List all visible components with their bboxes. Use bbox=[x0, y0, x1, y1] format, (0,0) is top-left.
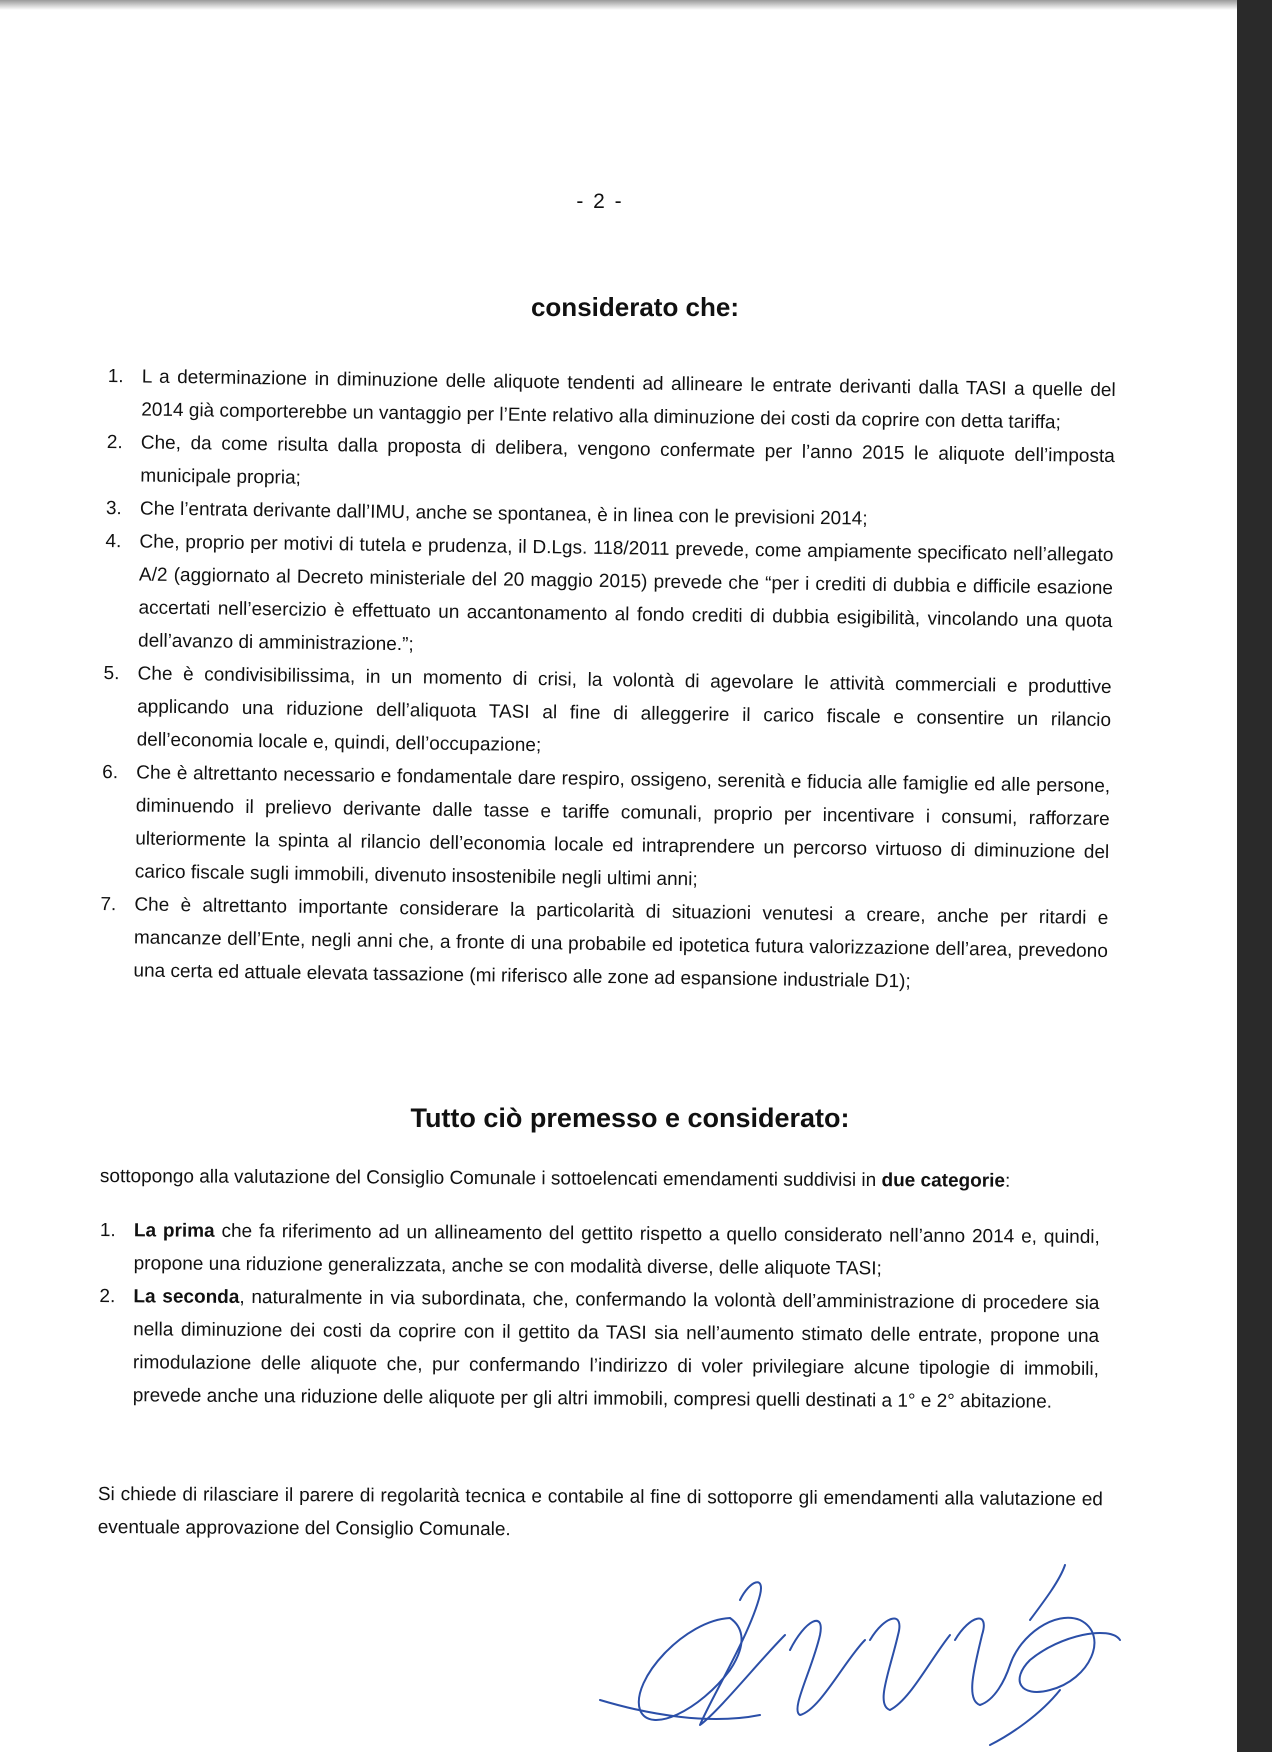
list-item: 7. Che è altrettanto importante considerare la particolarità di situazioni venutesi a creare, anche per ritardi e mancanze dell’Ente, negli anni che, a fronte di una probabile ed ipotetica futura valorizzazione dell’area, prevedono una certa ed attuale elevata tassazione (mi riferisco alle zone ad espansione industriale D1); bbox=[100, 893, 1109, 993]
list-item: 1. La prima che fa riferimento ad un allineamento del gettito rispetto a quello considerato nell’anno 2014 e, quindi, propone una riduzione generalizzata, anche se con modalità diverse, delle aliquote TASI; bbox=[99, 1219, 1100, 1280]
list-item: 6. Che è altrettanto necessario e fondamentale dare respiro, ossigeno, serenità e fiducia alle famiglie ed alle persone, diminuendo il prelievo derivante dalle tasse e tariffe comunali, proprio per incentivare i consumi, rafforzare ulteriormente la spinta al rilancio dell’economia locale ed intraprendere un percorso virtuoso di diminuzione del carico fiscale sugli immobili, divenuto insostenibile negli ultimi anni; bbox=[102, 761, 1111, 891]
list-item: 5. Che è condivisibilissima, in un momento di crisi, la volontà di agevolare le attività commerciali e produttive applicando una riduzione dell’aliquota TASI al fine di alleggerire il carico fiscale e consentire un rilancio dell’economia locale e, quindi, dell’occupazione; bbox=[103, 662, 1112, 757]
closing-paragraph: Si chiede di rilasciare il parere di regolarità tecnica e contabile al fine di sottoporre gli emendamenti alla valutazione ed eventuale approvazione del Consiglio Comunale. bbox=[97, 1483, 1103, 1541]
list-item: 1. L a determinazione in diminuzione delle aliquote tendenti ad allineare le entrate derivanti dalla TASI a quelle del 2014 già comporterebbe un vantaggio per l’Ente relativo alla diminuzione dei costi da coprire con detta tariffa; bbox=[107, 365, 1116, 434]
list-item: 3. Che l’entrata derivante dall’IMU, anche se spontanea, è in linea con le previsioni 2014; bbox=[105, 497, 868, 530]
list-item: 4. Che, proprio per motivi di tutela e prudenza, il D.Lgs. 118/2011 prevede, come ampiamente specificato nell’allegato A/2 (aggiornato al Decreto ministeriale del 20 maggio 2015) prevede che “per i crediti di dubbia e difficile esazione accertati nell’esercizio è effettuato un accantonamento al fondo crediti di dubbia esigibilità, vincolando una quota dell’avanzo di amministrazione.”; bbox=[105, 530, 1114, 656]
list-item: 2. La seconda, naturalmente in via subordinata, che, confermando la volontà dell’amministrazione di procedere sia nella diminuzione dei costi da coprire con il gettito da TASI sia nell’aumento stimato delle entrate, propone una rimodulazione delle aliquote che, pur confermando l’indirizzo di voler privilegiare alcune tipologie di immobili, prevede anche una riduzione delle aliquote per gli altri immobili, compresi quelli destinati a 1° e 2° abitazione. bbox=[99, 1285, 1100, 1413]
considerato-list bbox=[99, 360, 1116, 1001]
list-item: 2. Che, da come risulta dalla proposta di delibera, vengono confermate per l’anno 2015 le aliquote dell’imposta municipale propria; bbox=[106, 431, 1115, 489]
intro-bold: due categorie bbox=[881, 1170, 1006, 1192]
categories-list bbox=[99, 1214, 1100, 1419]
heading-considerato: considerato che: bbox=[530, 292, 740, 322]
handwritten-signature bbox=[590, 1540, 1130, 1752]
heading-premesso: Tutto ciò premesso e considerato: bbox=[410, 1103, 850, 1133]
page-number: - 2 - bbox=[576, 190, 624, 213]
scan-top-edge bbox=[0, 0, 1237, 10]
intro-paragraph: sottopongo alla valutazione del Consiglio Comunale i sottoelencati emendamenti suddivisi in due categorie: bbox=[99, 1165, 1011, 1192]
